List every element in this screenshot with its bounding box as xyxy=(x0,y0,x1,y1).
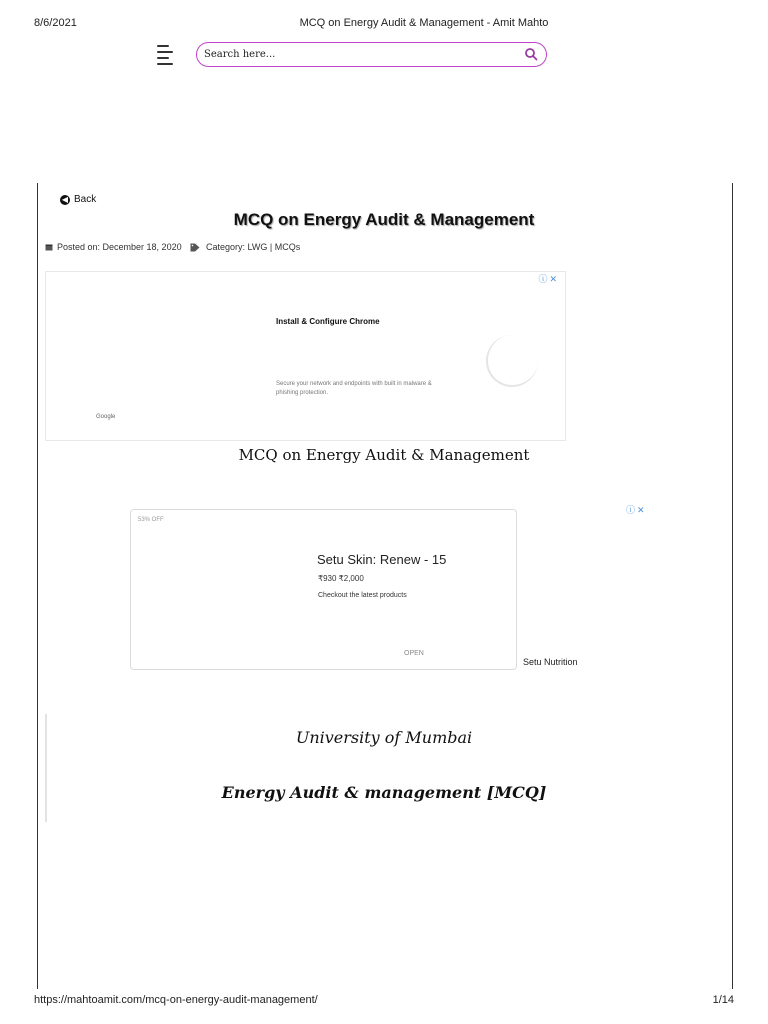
ad-title[interactable]: Install & Configure Chrome xyxy=(276,317,380,326)
content-left-border xyxy=(37,183,38,989)
discount-badge: 53% OFF xyxy=(138,517,164,523)
mcq-heading: Energy Audit & management [MCQ] xyxy=(221,783,547,802)
posted-on-text: Posted on: December 18, 2020 xyxy=(57,242,182,252)
post-category xyxy=(190,242,300,252)
print-page-number: 1/14 xyxy=(712,994,734,1006)
search-input[interactable] xyxy=(204,46,514,62)
ad-choices-icon[interactable]: ⓘ✕ xyxy=(538,274,559,284)
ad-description: Secure your network and endpoints with built in malware & phishing protection. xyxy=(276,381,432,396)
article-subtitle: MCQ on Energy Audit & Management xyxy=(238,446,530,464)
tags-icon xyxy=(190,243,202,252)
back-link[interactable] xyxy=(60,194,96,205)
ad-banner-chrome[interactable] xyxy=(45,271,566,441)
calendar-icon xyxy=(45,243,53,251)
ad-price: ₹930 ₹2,000 xyxy=(318,574,364,583)
university-heading: University of Mumbai xyxy=(295,728,473,747)
ad-choices-icon[interactable]: ⓘ✕ xyxy=(626,505,647,515)
search-icon[interactable] xyxy=(524,47,538,61)
print-date: 8/6/2021 xyxy=(34,17,77,29)
ad-brand: Google xyxy=(96,414,116,420)
search-bar xyxy=(196,42,547,67)
ad-graphic xyxy=(486,335,538,387)
ad-open-button[interactable]: OPEN xyxy=(404,650,424,657)
ad-description: Checkout the latest products xyxy=(318,592,407,599)
back-label: Back xyxy=(74,194,97,205)
print-url: https://mahtoamit.com/mcq-on-energy-audit-management/ xyxy=(34,994,318,1006)
ad-title[interactable]: Setu Skin: Renew - 15 xyxy=(317,552,447,567)
category-link[interactable]: Category: LWG | MCQs xyxy=(206,242,301,252)
page-title: MCQ on Energy Audit & Management xyxy=(233,210,535,229)
arrow-left-icon: ◀ xyxy=(61,194,69,204)
ad-brand: Setu Nutrition xyxy=(523,657,578,667)
ad-banner-setu[interactable] xyxy=(130,509,517,670)
hamburger-menu-icon[interactable] xyxy=(157,45,175,63)
post-date xyxy=(45,242,182,252)
print-title: MCQ on Energy Audit & Management - Amit Mahto xyxy=(299,17,549,29)
content-right-border xyxy=(732,183,733,989)
